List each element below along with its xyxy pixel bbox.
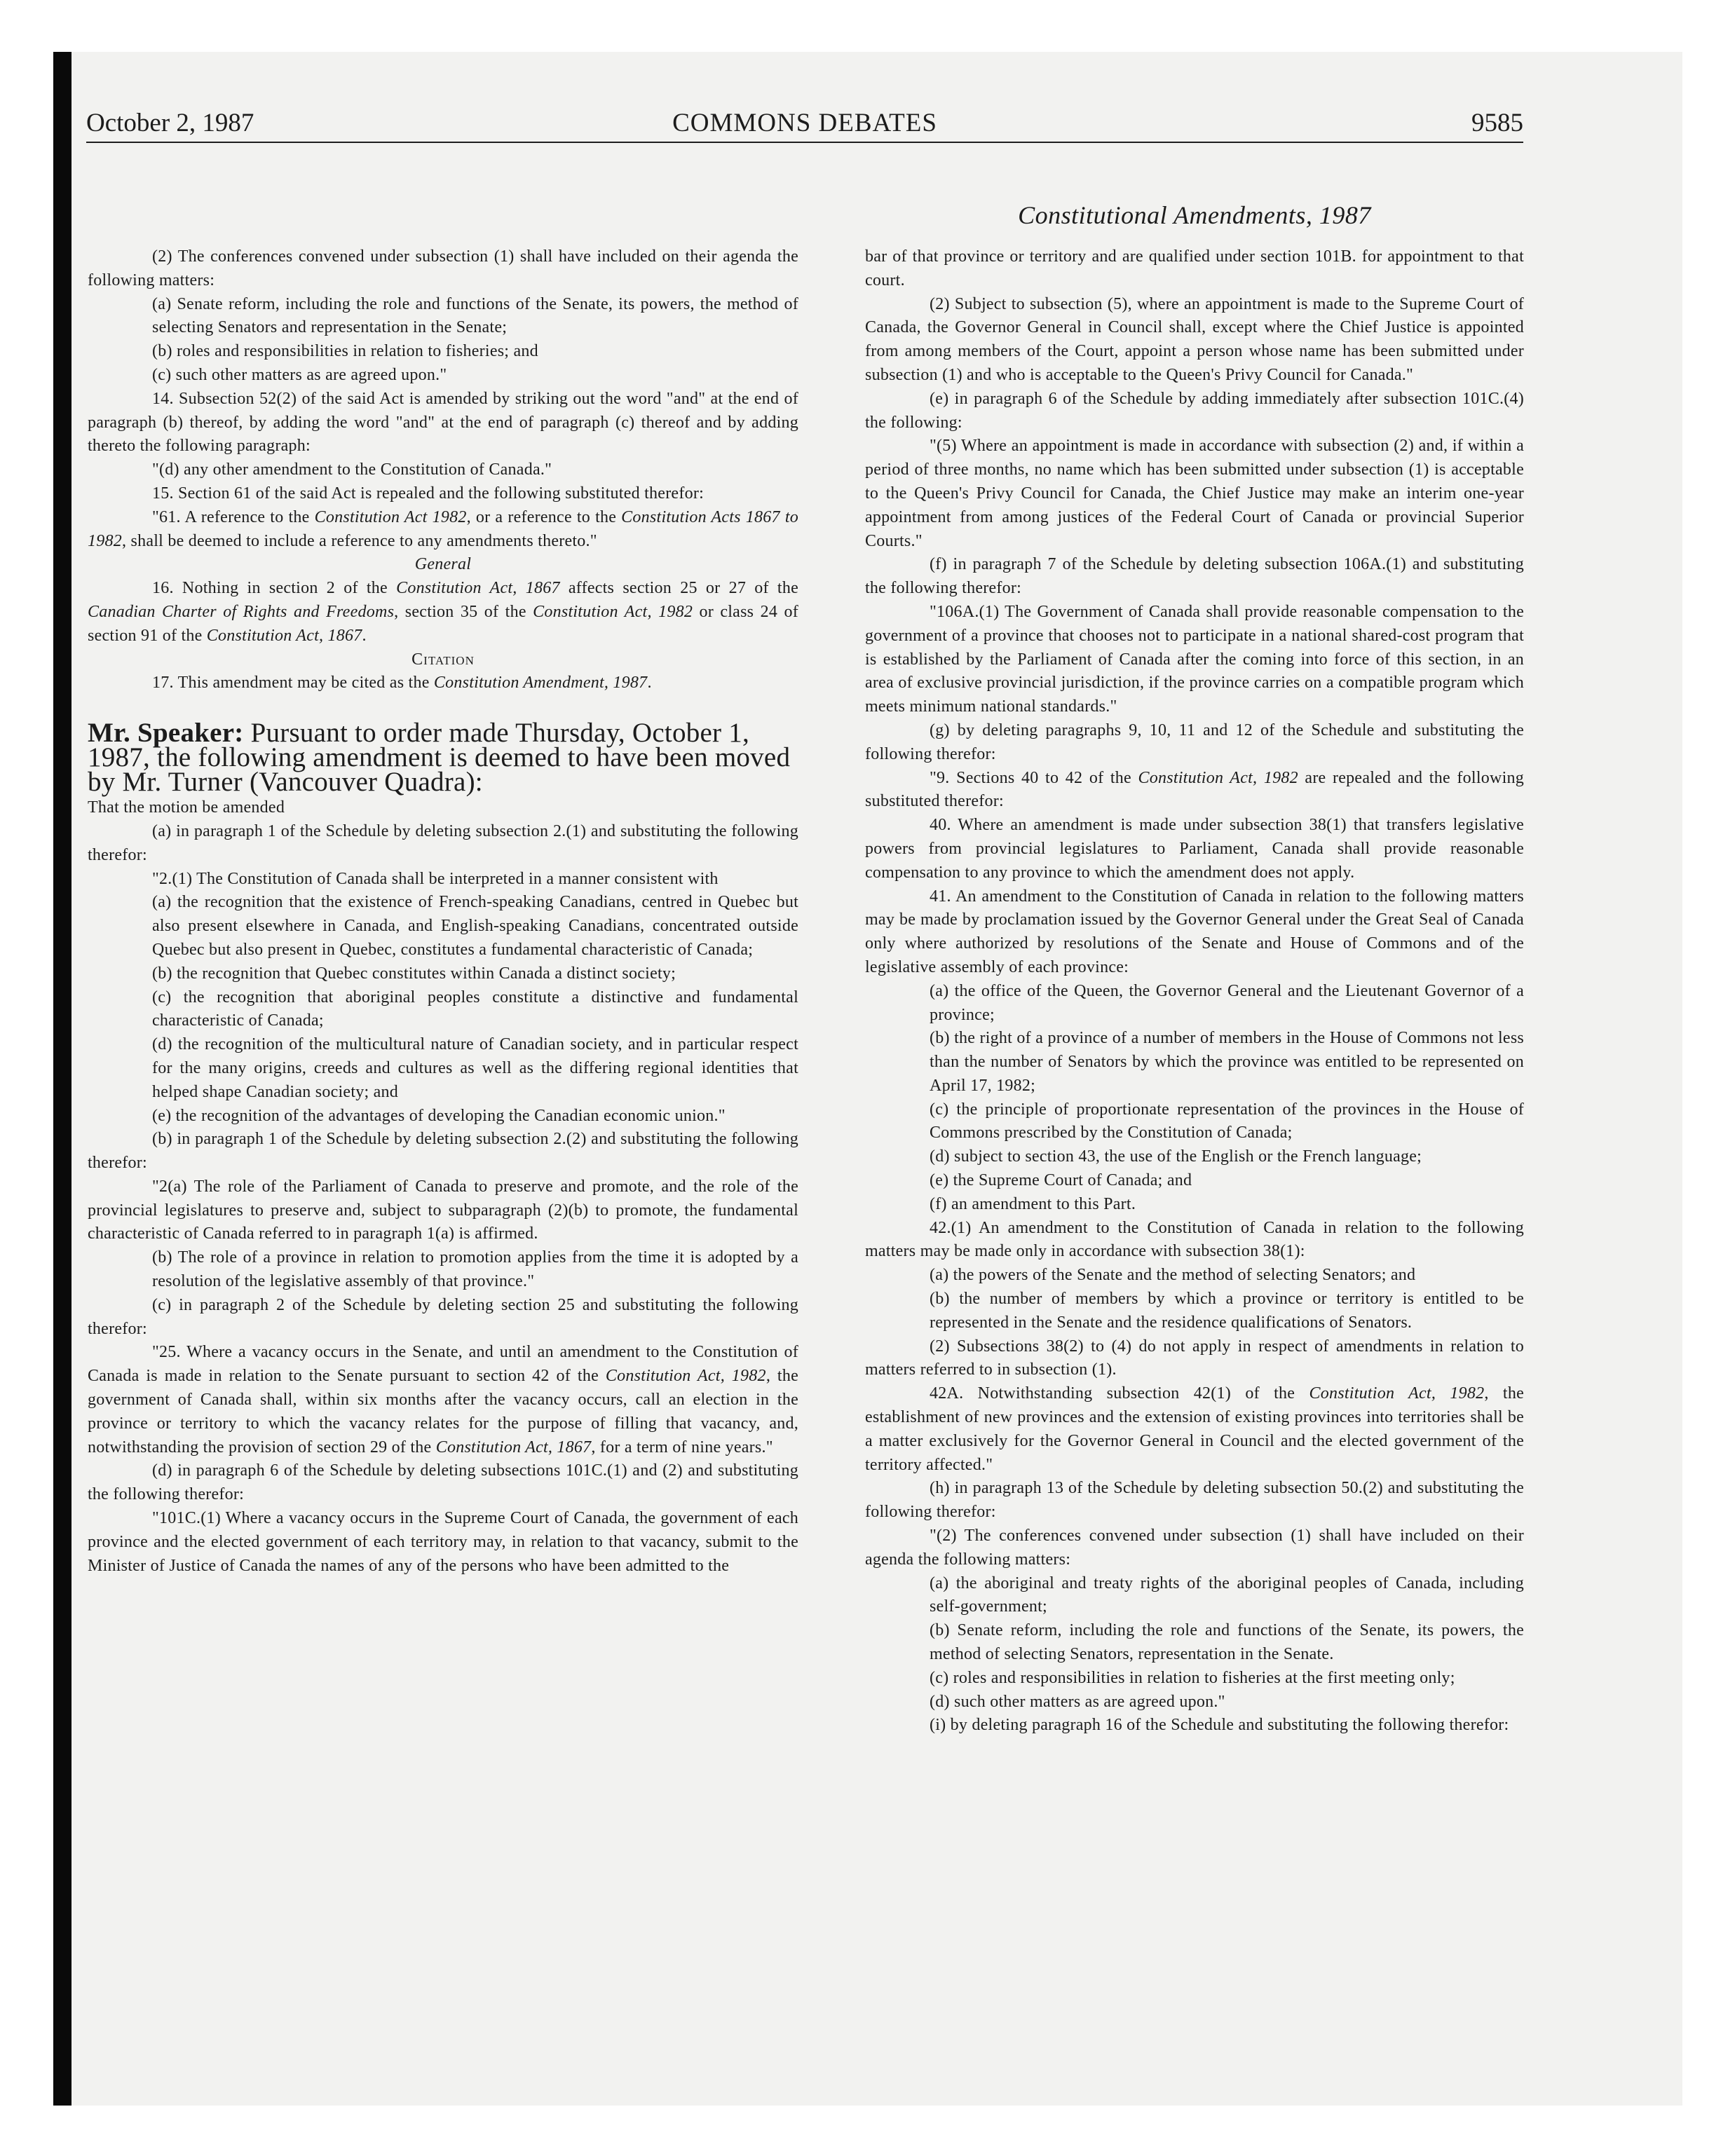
header-page-number: 9585: [1471, 109, 1523, 137]
paragraph: (d) such other matters as are agreed upon.": [930, 1692, 1225, 1711]
header-rule: [86, 142, 1523, 143]
paragraph: "(d) any other amendment to the Constitution of Canada.": [152, 460, 552, 479]
paragraph: (a) Senate reform, including the role and functions of the Senate, its powers, the method of selecting Senators and representation in the Senate;: [152, 294, 798, 337]
paragraph: (g) by deleting paragraphs 9, 10, 11 and 12 of the Schedule and substituting the following therefor:: [865, 721, 1524, 763]
paragraph: (c) the recognition that aboriginal peoples constitute a distinctive and fundamental characteristic of Canada;: [152, 988, 798, 1030]
paragraph: That the motion be amended: [88, 798, 285, 817]
binding-edge: [53, 52, 72, 2106]
paragraph: (a) the aboriginal and treaty rights of the aboriginal peoples of Canada, including self-government;: [930, 1574, 1524, 1616]
paragraph: (c) in paragraph 2 of the Schedule by deleting section 25 and substituting the following therefor:: [88, 1295, 798, 1338]
paragraph: "2.(1) The Constitution of Canada shall be interpreted in a manner consistent with: [152, 869, 719, 888]
paragraph: (2) Subsections 38(2) to (4) do not apply in respect of amendments in relation to matters referred to in subsection (1).: [865, 1337, 1524, 1379]
paragraph: (b) the recognition that Quebec constitutes within Canada a distinct society;: [152, 964, 676, 983]
subsection-heading: Citation: [411, 650, 475, 669]
paragraph: (c) roles and responsibilities in relation to fisheries at the first meeting only;: [930, 1668, 1455, 1687]
paragraph: (c) the principle of proportionate representation of the provinces in the House of Commons prescribed by the Constitution of Canada;: [930, 1100, 1524, 1142]
paragraph: 42A. Notwithstanding subsection 42(1) of the Constitution Act, 1982, the establishment of new provinces and the extension of existing provinces into territories shall be a matter exclusively for the Governor General in Council and the elected government of the territory affected.": [865, 1384, 1524, 1474]
paragraph: 41. An amendment to the Constitution of Canada in relation to the following matters may be made by proclamation issued by the Governor General under the Great Seal of Canada only where authorized by resolutions of the Senate and House of Commons and of the legislative assembly of each province:: [865, 887, 1524, 976]
paragraph: (a) in paragraph 1 of the Schedule by deleting subsection 2.(1) and substituting the following therefor:: [88, 821, 798, 864]
paragraph: (e) in paragraph 6 of the Schedule by adding immediately after subsection 101C.(4) the following:: [865, 389, 1524, 432]
paragraph: (f) an amendment to this Part.: [930, 1194, 1136, 1213]
paragraph: 16. Nothing in section 2 of the Constitution Act, 1867 affects section 25 or 27 of the Canadian Charter of Rights and Freedoms, section 35 of the Constitution Act, 1982 or class 24 of section 91 of the Constitution Act, 1867.: [88, 579, 799, 645]
speaker-name: Mr. Speaker:: [88, 718, 244, 749]
header-date: October 2, 1987: [86, 109, 254, 137]
paragraph: (b) roles and responsibilities in relation to fisheries; and: [152, 342, 538, 361]
paragraph: (e) the recognition of the advantages of developing the Canadian economic union.": [152, 1106, 726, 1125]
paragraph: 42.(1) An amendment to the Constitution of Canada in relation to the following matters may be made only in accordance with subsection 38(1):: [865, 1218, 1524, 1261]
paragraph: (a) the office of the Queen, the Governor General and the Lieutenant Governor of a province;: [930, 981, 1524, 1024]
right-column: [865, 245, 1524, 1738]
paragraph: (d) in paragraph 6 of the Schedule by deleting subsections 101C.(1) and (2) and substituting the following therefor:: [88, 1461, 798, 1504]
paragraph: "9. Sections 40 to 42 of the Constitution Act, 1982 are repealed and the following substituted therefor:: [865, 768, 1525, 811]
paragraph: (d) subject to section 43, the use of the English or the French language;: [930, 1147, 1422, 1166]
paragraph: (b) the right of a province of a number of members in the House of Commons not less than the number of Senators by which the province was entitled to be represented on April 17, 1982;: [930, 1029, 1524, 1095]
paragraph: "2(a) The role of the Parliament of Canada to preserve and promote, and the role of the provincial legislatures to preserve and, subject to subparagraph (2)(b) to promote, the fundamental characteristic of Canada referred to in paragraph 1(a) is affirmed.: [88, 1177, 798, 1243]
paragraph: "101C.(1) Where a vacancy occurs in the Supreme Court of Canada, the government of each province and the elected government of each territory may, in relation to that vacancy, submit to the Minister of Justice of Canada the names of any of the persons who have been admitted to the: [88, 1509, 798, 1575]
speaker-text: Pursuant to order made Thursday, October 1, 1987, the following amendment is deemed to have been moved by Mr. Turner (Vancouver Quadra):: [88, 718, 791, 798]
paragraph: "(5) Where an appointment is made in accordance with subsection (2) and, if within a period of three months, no name which has been submitted under subsection (1) is acceptable to the Queen's Privy Council for Canada, the Chief Justice may make an interim one-year appointment from among justices of the Federal Court of Canada or provincial Superior Courts.": [865, 437, 1524, 550]
paragraph: "61. A reference to the Constitution Act 1982, or a reference to the Constitution Acts 1867 to 1982, shall be deemed to include a reference to any amendments thereto.": [88, 507, 798, 550]
paragraph: (c) such other matters as are agreed upon.": [152, 365, 447, 384]
left-column: [88, 245, 798, 1578]
paragraph: (a) the powers of the Senate and the method of selecting Senators; and: [930, 1266, 1416, 1285]
paragraph: (e) the Supreme Court of Canada; and: [930, 1171, 1192, 1190]
paragraph: bar of that province or territory and are qualified under section 101B. for appointment to that court.: [865, 247, 1524, 289]
paragraph: (f) in paragraph 7 of the Schedule by deleting subsection 106A.(1) and substituting the following therefor:: [865, 555, 1524, 598]
paragraph: (b) The role of a province in relation to promotion applies from the time it is adopted by a resolution of the legislative assembly of that province.": [152, 1248, 798, 1291]
paragraph: (i) by deleting paragraph 16 of the Schedule and substituting the following therefor:: [930, 1716, 1509, 1735]
paragraph: (h) in paragraph 13 of the Schedule by deleting subsection 50.(2) and substituting the following therefor:: [865, 1479, 1524, 1522]
paragraph: (d) the recognition of the multicultural nature of Canadian society, and in particular respect for the many origins, creeds and cultures as well as the differing regional identities that helped shape Canadian society; and: [152, 1035, 798, 1101]
section-heading: Constitutional Amendments, 1987: [1018, 201, 1371, 229]
speaker-statement: [88, 718, 798, 798]
paragraph: "25. Where a vacancy occurs in the Senate, and until an amendment to the Constitution of Canada is made in relation to the Senate pursuant to section 42 of the Constitution Act, 1982, the government of Canada shall, within six months after the vacancy occurs, call an election in the province or territory to which the vacancy relates for the purpose of filling that vacancy, and, notwithstanding the provision of section 29 of the Constitution Act, 1867, for a term of nine years.": [88, 1343, 798, 1456]
paragraph: (b) Senate reform, including the role and functions of the Senate, its powers, the method of selecting Senators, representation in the Senate.: [930, 1621, 1524, 1664]
paragraph: (2) Subject to subsection (5), where an appointment is made to the Supreme Court of Canada, the Governor General in Council shall, except where the Chief Justice is appointed from among members of the Court, appoint a person whose name has been submitted under subsection (1) and who is acceptable to the Queen's Privy Council for Canada.": [865, 294, 1524, 384]
paragraph: (b) the number of members by which a province or territory is entitled to be represented in the Senate and the residence qualifications of Senators.: [930, 1290, 1524, 1332]
paragraph: 14. Subsection 52(2) of the said Act is amended by striking out the word "and" at the end of paragraph (b) thereof, by adding the word "and" at the end of paragraph (c) thereof and by adding thereto the following paragraph:: [88, 389, 798, 456]
paragraph: 15. Section 61 of the said Act is repealed and the following substituted therefor:: [152, 484, 704, 503]
paragraph: (a) the recognition that the existence of French-speaking Canadians, centred in Quebec but also present elsewhere in Canada, and English-speaking Canadians, concentrated outside Quebec but also present in Quebec, constitutes a fundamental characteristic of Canada;: [152, 893, 798, 959]
paragraph: 17. This amendment may be cited as the Constitution Amendment, 1987.: [152, 674, 652, 692]
header-journal-title: COMMONS DEBATES: [672, 109, 937, 137]
paragraph: 40. Where an amendment is made under subsection 38(1) that transfers legislative powers from provincial legislatures to Parliament, Canada shall provide reasonable compensation to any province to which the amendment does not apply.: [865, 816, 1524, 882]
paragraph: (2) The conferences convened under subsection (1) shall have included on their agenda the following matters:: [88, 247, 798, 289]
subsection-heading: General: [414, 555, 472, 574]
paragraph: "106A.(1) The Government of Canada shall provide reasonable compensation to the government of a province that chooses not to participate in a national shared-cost program that is established by the Parliament of Canada after the coming into force of this section, in an area of exclusive provincial jurisdiction, if the province carries on a compatible program which meets minimum national standards.": [865, 602, 1524, 716]
paragraph: (b) in paragraph 1 of the Schedule by deleting subsection 2.(2) and substituting the following therefor:: [88, 1130, 798, 1173]
running-head: [86, 104, 1523, 146]
paragraph: "(2) The conferences convened under subsection (1) shall have included on their agenda the following matters:: [865, 1527, 1524, 1569]
